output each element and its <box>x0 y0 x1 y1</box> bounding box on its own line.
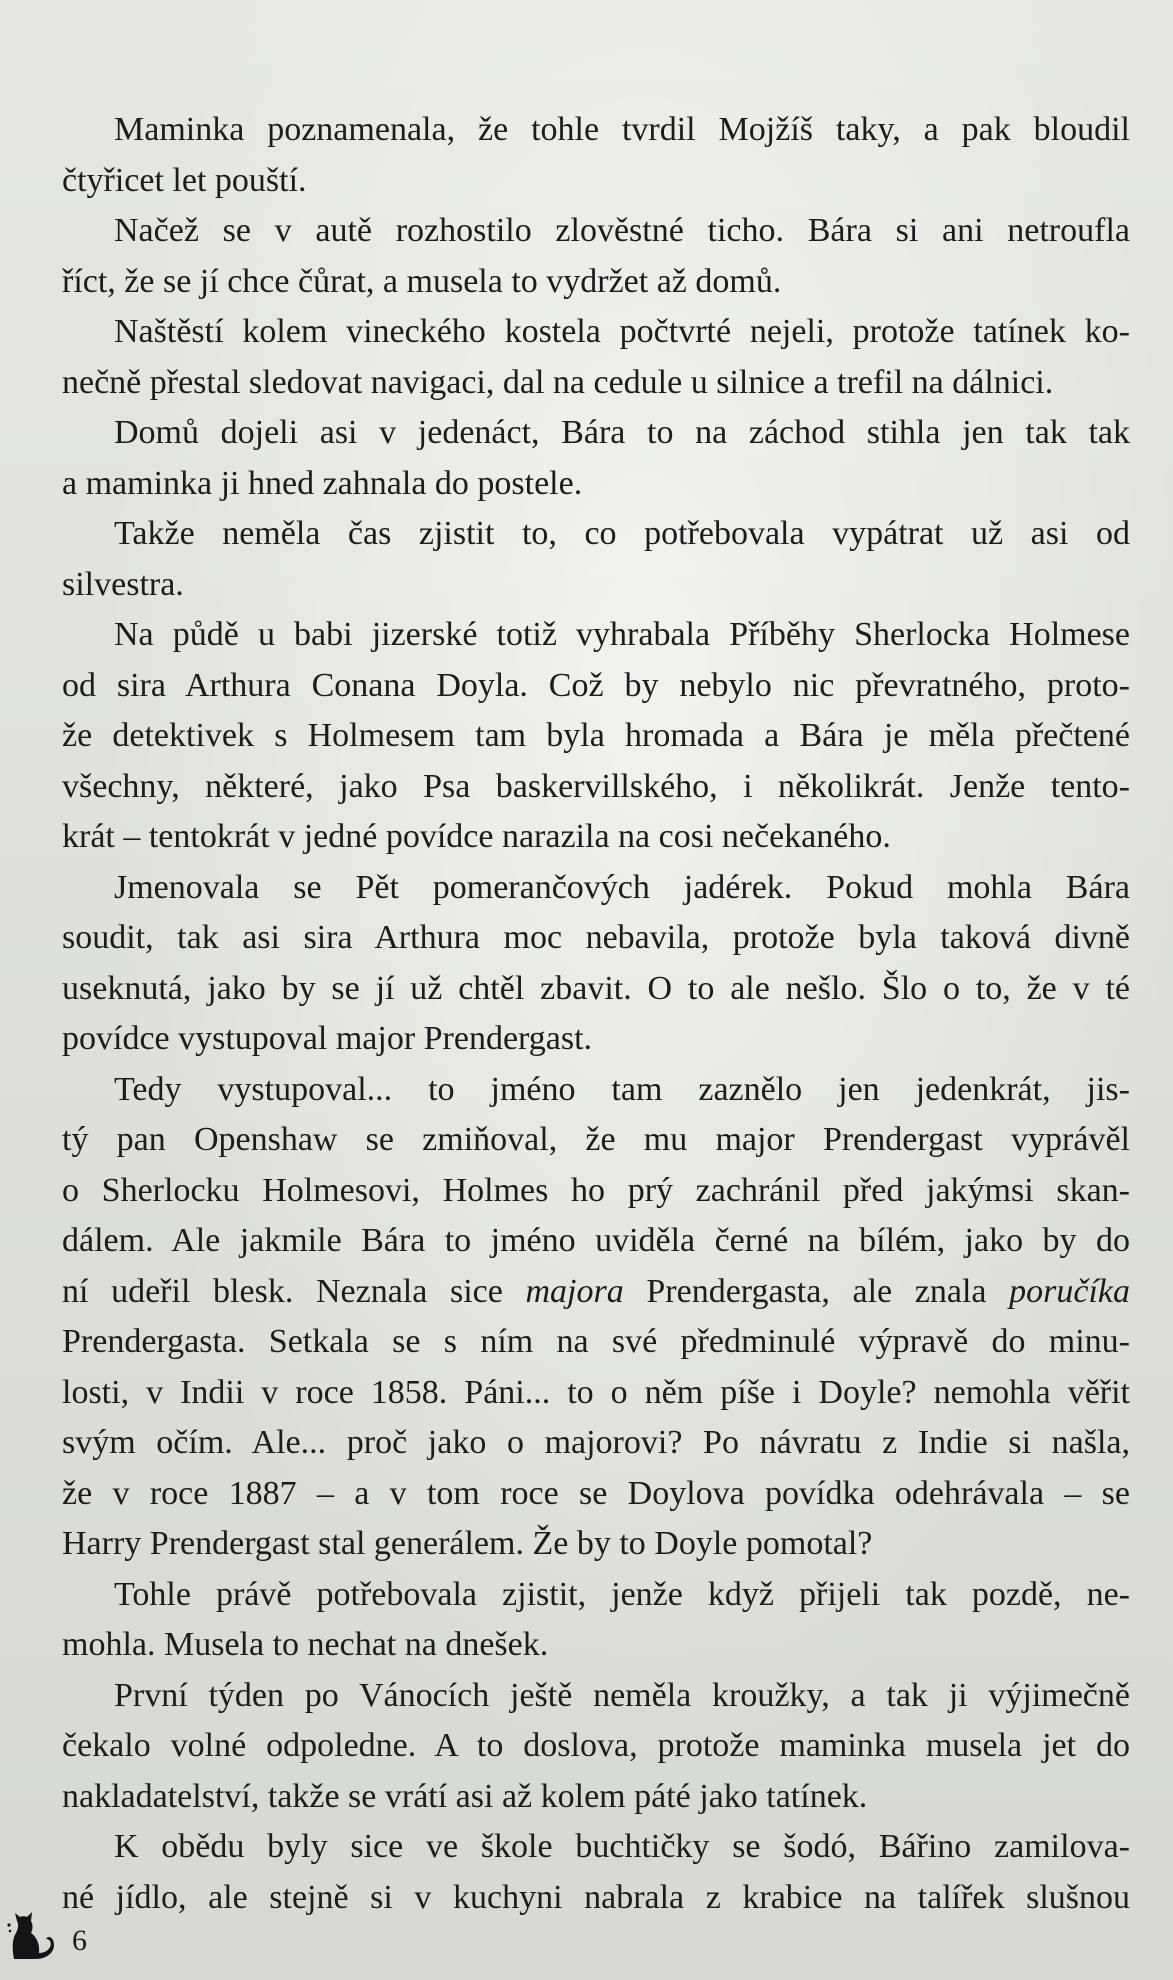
text-line: Tedy vystupoval... to jméno tam zaznělo jen jedenkrát, jis- <box>114 1070 1130 1108</box>
text-line-with-italics <box>62 1267 1130 1318</box>
text-line: všechny, některé, jako Psa baskervillského, i několikrát. Jenže tento- <box>62 767 1130 805</box>
text-line: Na půdě u babi jizerské totiž vyhrabala Příběhy Sherlocka Holmese <box>114 616 1130 653</box>
text-line: Harry Prendergast stal generálem. Že by to Doyle pomotal? <box>62 1525 873 1562</box>
page-footer <box>0 1895 120 1965</box>
text-line: tý pan Openshaw se zmiňoval, že mu major Prendergast vyprávěl <box>62 1121 1130 1158</box>
text-line: krát – tentokrát v jedné povídce narazila na cosi nečekaného. <box>62 818 891 855</box>
text-line: silvestra. <box>62 565 184 603</box>
text-line: nakladatelství, takže se vrátí asi až kolem páté jako tatínek. <box>62 1777 868 1815</box>
text-line: né jídlo, ale stejně si v kuchyni nabrala z krabice na talířek slušnou <box>62 1878 1130 1916</box>
paragraph-10 <box>62 1671 1130 1823</box>
paragraph-1 <box>62 105 1130 206</box>
text-line: soudit, tak asi sira Arthura moc nebavila, protože byla taková divně <box>62 919 1130 956</box>
text-line: dálem. Ale jakmile Bára to jméno uviděla černé na bílém, jako by do <box>62 1222 1130 1259</box>
text-line: a maminka ji hned zahnala do postele. <box>62 464 583 502</box>
text-line: od sira Arthura Conana Doyla. Což by nebylo nic převratného, proto- <box>62 666 1130 704</box>
paragraph-2 <box>62 206 1130 307</box>
text-line: Jmenovala se Pět pomerančových jadérek. Pokud mohla Bára <box>114 868 1130 906</box>
page-number: 6 <box>72 1924 87 1957</box>
text-line: Maminka poznamenala, že tohle tvrdil Mojžíš taky, a pak bloudil <box>114 111 1130 148</box>
paragraph-7 <box>62 863 1130 1065</box>
text-block <box>62 105 1130 1923</box>
cat-silhouette-icon <box>4 1895 56 1965</box>
text-line: čekalo volné odpoledne. A to doslova, protože maminka musela jet do <box>62 1727 1130 1764</box>
text-line: useknutá, jako by se jí už chtěl zbavit. O to ale nešlo. Šlo o to, že v té <box>62 969 1130 1007</box>
text-run: ní udeřil blesk. Neznala sice <box>62 1272 526 1310</box>
text-line: První týden po Vánocích ještě neměla kroužky, a tak ji výjimečně <box>114 1676 1130 1714</box>
paragraph-11 <box>62 1822 1130 1923</box>
text-line: Načež se v autě rozhostilo zlověstné ticho. Bára si ani netroufla <box>114 212 1130 249</box>
text-line: Domů dojeli asi v jedenáct, Bára to na záchod stihla jen tak tak <box>114 414 1130 451</box>
text-line: povídce vystupoval major Prendergast. <box>62 1020 593 1057</box>
text-line: Takže neměla čas zjistit to, co potřebovala vypátrat už asi od <box>114 515 1130 552</box>
paragraph-5 <box>62 509 1130 610</box>
italic-text-run: majora <box>525 1272 624 1310</box>
text-line: K obědu byly sice ve škole buchtičky se šodó, Bářino zamilova- <box>114 1828 1130 1865</box>
paragraph-4 <box>62 408 1130 509</box>
italic-text-run: poručíka <box>1009 1272 1130 1310</box>
text-line: Tohle právě potřebovala zjistit, jenže když přijeli tak pozdě, ne- <box>114 1575 1130 1613</box>
paragraph-9 <box>62 1570 1130 1671</box>
text-run: Prendergasta, ale znala <box>623 1272 1010 1310</box>
text-line: říct, že se jí chce čůrat, a musela to vydržet až domů. <box>62 262 782 300</box>
text-line: nečně přestal sledovat navigaci, dal na cedule u silnice a trefil na dálnici. <box>62 363 1054 401</box>
text-line: čtyřicet let pouští. <box>62 161 307 199</box>
text-line: Naštěstí kolem vineckého kostela počtvrté nejeli, protože tatínek ko- <box>114 313 1130 350</box>
text-line: že v roce 1887 – a v tom roce se Doylova povídka odehrávala – se <box>62 1474 1130 1512</box>
text-line: o Sherlocku Holmesovi, Holmes ho prý zachránil před jakýmsi skan- <box>62 1171 1130 1209</box>
paragraph-6 <box>62 610 1130 863</box>
paragraph-3 <box>62 307 1130 408</box>
text-line: losti, v Indii v roce 1858. Páni... to o něm píše i Doyle? nemohla věřit <box>62 1373 1130 1411</box>
text-line: Prendergasta. Setkala se s ním na své předminulé výpravě do minu- <box>62 1323 1130 1360</box>
text-line: mohla. Musela to nechat na dnešek. <box>62 1626 549 1663</box>
text-line: svým očím. Ale... proč jako o majorovi? Po návratu z Indie si našla, <box>62 1424 1130 1461</box>
paragraph-8 <box>62 1065 1130 1570</box>
text-line: že detektivek s Holmesem tam byla hromada a Bára je měla přečtené <box>62 717 1130 754</box>
